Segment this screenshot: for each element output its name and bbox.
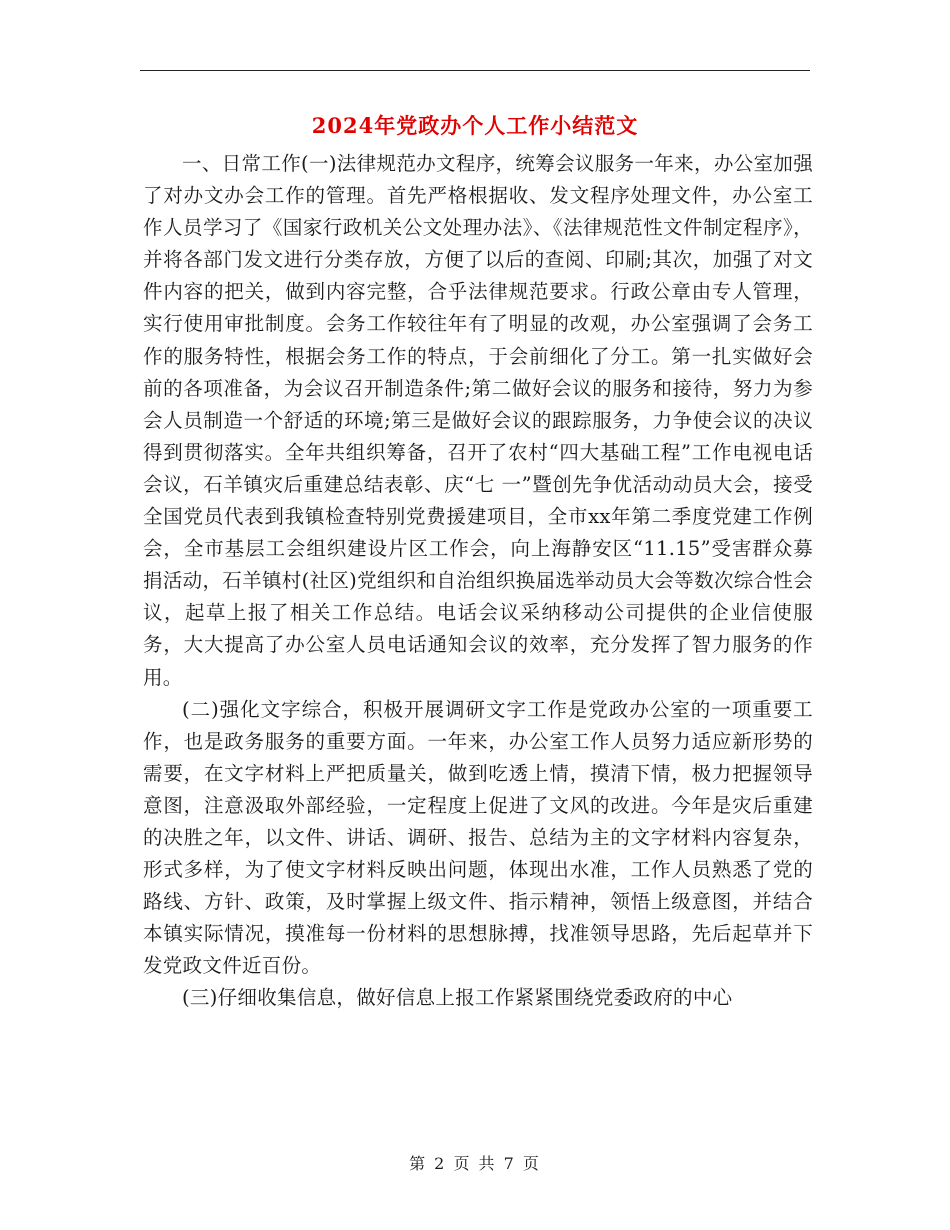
document-body <box>143 148 813 1015</box>
page-footer: 第 2 页 共 7 页 <box>409 1154 541 1173</box>
paragraph-3: (三)仔细收集信息，做好信息上报工作紧紧围绕党委政府的中心 <box>182 986 733 1010</box>
paragraph-2: (二)强化文字综合，积极开展调研文字工作是党政办公室的一项重要工作，也是政务服务的重要方面。一年来，办公室工作人员努力适应新形势的需要，在文字材料上严把质量关，做到吃透上情，摸清下情，极力把握领导意图，注意汲取外部经验，一定程度上促进了文风的改进。今年是灾后重建的决胜之年，以文件、讲话、调研、报告、总结为主的文字材料内容复杂，形式多样，为了使文字材料反映出问题，体现出水准，工作人员熟悉了党的路线、方针、政策，及时掌握上级文件、指示精神，领悟上级意图，并结合本镇实际情况，摸准每一份材料的思想脉搏，找准领导思路，先后起草并下发党政文件近百份。 <box>143 697 813 978</box>
paragraph-1: 一、日常工作(一)法律规范办文程序，统筹会议服务一年来，办公室加强了对办文办会工作的管理。首先严格根据收、发文程序处理文件，办公室工作人员学习了《国家行政机关公文处理办法》、《法律规范性文件制定程序》，并将各部门发文进行分类存放，方便了以后的查阅、印刷;其次，加强了对文件内容的把关，做到内容完整，合乎法律规范要求。行政公章由专人管理，实行使用审批制度。会务工作较往年有了明显的改观，办公室强调了会务工作的服务特性，根据会务工作的特点，于会前细化了分工。第一扎实做好会前的各项准备，为会议召开制造条件;第二做好会议的服务和接待，努力为参会人员制造一个舒适的环境;第三是做好会议的跟踪服务，力争使会议的决议得到贯彻落实。全年共组织筹备，召开了农村“四大基础工程”工作电视电话会议，石羊镇灾后重建总结表彰、庆“七 一”暨创先争优活动动员大会，接受全国党员代表到我镇检查特别党费援建项目，全市xx年第二季度党建工作例会，全市基层工会组织建设片区工作会，向上海静安区“11.15”受害群众募捐活动，石羊镇村(社区)党组织和自治组织换届选举动员大会等数次综合性会议，起草上报了相关工作总结。电话会议采纳移动公司提供的企业信使服务，大大提高了办公室人员电话通知会议的效率，充分发挥了智力服务的作用。 <box>143 152 813 689</box>
header-rule <box>140 70 810 71</box>
document-title: 2024年党政办个人工作小结范文 <box>311 113 639 138</box>
